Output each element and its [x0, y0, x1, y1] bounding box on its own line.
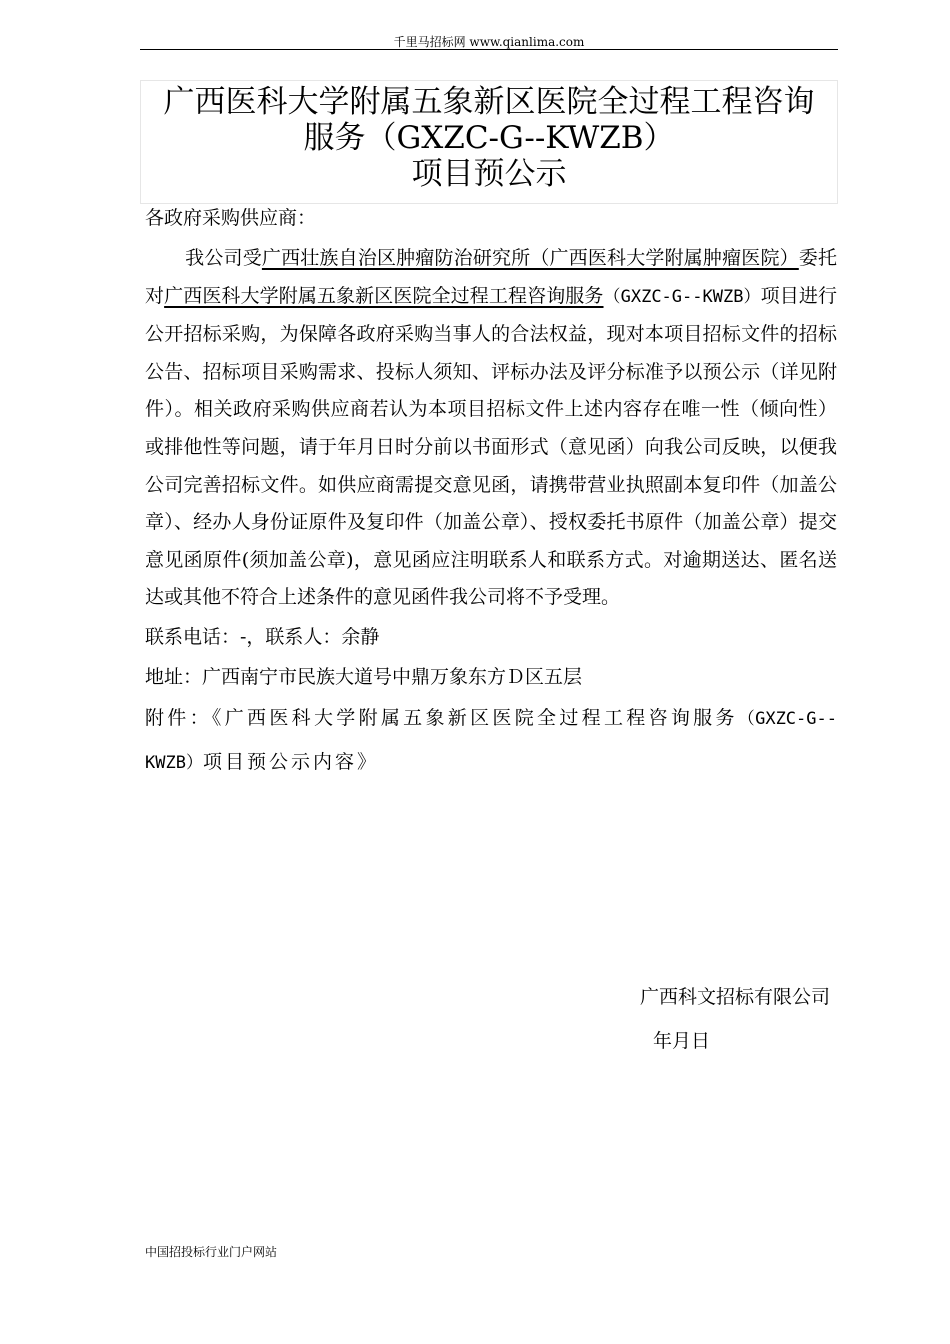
signature-company: 广西科文招标有限公司 — [639, 986, 830, 1008]
title-line-1: 广西医科大学附属五象新区医院全过程工程咨询 — [163, 84, 815, 120]
project-code: （GXZC-G--KWZB） — [603, 286, 761, 307]
attachment-title: 附件：《广西医科大学附属五象新区医院全过程工程咨询服务 — [145, 706, 738, 729]
paragraph-body: 项目进行公开招标采购，为保障各政府采购当事人的合法权益，现对本项目招标文件的招标公告、招标项目采购需求、投标人须知、评标办法及评分标准予以预公示（详见附件）。相关政府采购供应商若认为本项目招标文件上述内容存在唯一性（倾向性）或排他性等问题，请于年月日时分前以书面形式（意见函）向我公司反映，以便我公司完善招标文件。如供应商需提交意见函，请携带营业执照副本复印件（加盖公章）、经办人身份证原件及复印件（加盖公章）、授权委托书原件（加盖公章）提交意见函原件(须加盖公章)，意见函应注明联系人和联系方式。对逾期送达、匿名送达或其他不符合上述条件的意见函件我公司将不予受理。 — [145, 284, 837, 609]
page-footer: 中国招投标行业门户网站 — [145, 1245, 278, 1259]
title-line-2: 服务（GXZC-G--KWZB） — [303, 120, 675, 156]
signature-date: 年月日 — [652, 1030, 710, 1052]
attachment-tail: 项目预公示内容》 — [202, 750, 379, 773]
page-header-site: 千里马招标网 www.qianlima.com — [393, 35, 585, 49]
project-name: 广西医科大学附属五象新区医院全过程工程咨询服务 — [164, 284, 604, 307]
client-name: 广西壮族自治区肿瘤防治研究所（广西医科大学附属肿瘤医院） — [261, 247, 799, 269]
paragraph-entrust: 委托对 — [145, 247, 837, 307]
header-divider — [140, 49, 838, 50]
paragraph-intro: 我公司受 — [185, 247, 262, 269]
document-body — [145, 202, 837, 785]
attachment-code: （GXZC-G--KWZB） — [145, 708, 837, 773]
contact-line: 联系电话：-，联系人：余静 — [145, 625, 380, 648]
salutation: 各政府采购供应商： — [145, 207, 317, 229]
address-line: 地址：广西南宁市民族大道号中鼎万象东方Ｄ区五层 — [145, 665, 583, 688]
main-paragraph — [145, 240, 837, 617]
attachment-line — [145, 697, 837, 785]
title-line-3: 项目预公示 — [411, 156, 567, 192]
document-title — [140, 84, 838, 192]
